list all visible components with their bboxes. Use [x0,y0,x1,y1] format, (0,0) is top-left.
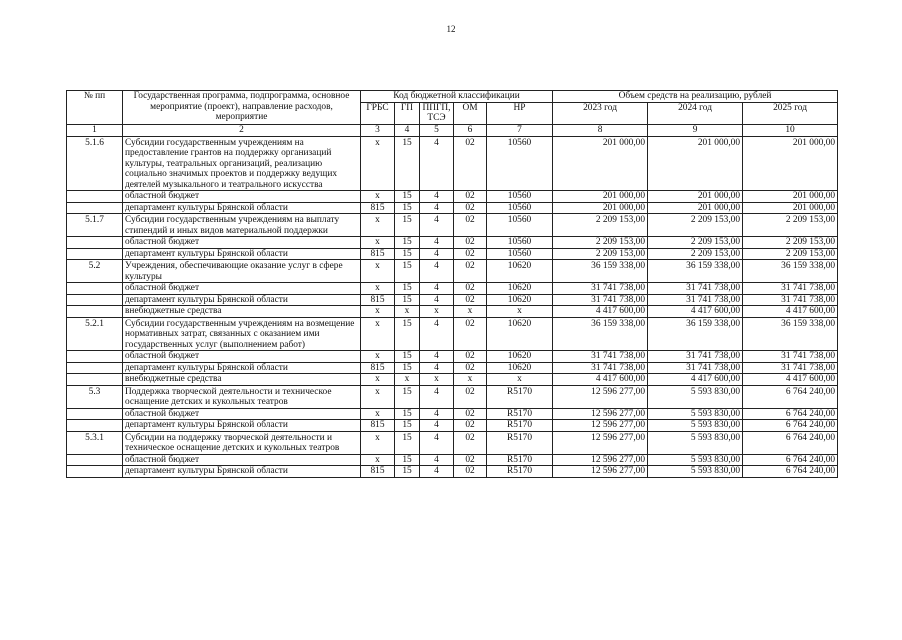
row-number [67,420,123,432]
row-description: департамент культуры Брянской области [123,202,361,214]
row-amount-2023: 12 596 277,00 [553,454,648,466]
column-number-row [67,124,838,136]
row-number [67,283,123,295]
row-description: департамент культуры Брянской области [123,466,361,478]
row-amount-2023: 12 596 277,00 [553,408,648,420]
row-om: 02 [454,454,487,466]
row-number [67,237,123,249]
table-row [67,374,838,386]
row-amount-2025: 201 000,00 [743,136,838,191]
table-row [67,237,838,249]
row-amount-2023: 201 000,00 [553,191,648,203]
row-amount-2024: 31 741 738,00 [648,351,743,363]
table-row [67,294,838,306]
row-gp: 15 [395,385,420,408]
row-gp: х [395,374,420,386]
row-amount-2024: 2 209 153,00 [648,214,743,237]
table-row [67,202,838,214]
row-amount-2025: 4 417 600,00 [743,306,838,318]
row-description: департамент культуры Брянской области [123,362,361,374]
row-amount-2023: 31 741 738,00 [553,294,648,306]
header-code-group: Код бюджетной классификации [361,91,553,103]
row-gp: 15 [395,351,420,363]
row-description: Субсидии государственным учреждениям на возмещение нормативных затрат, связанных с оказанием ими государственных услуг (выполнением работ) [123,317,361,351]
table-row [67,136,838,191]
budget-table [66,90,838,478]
row-ppgp: 4 [420,408,454,420]
row-amount-2025: 6 764 240,00 [743,420,838,432]
row-grbs: х [361,191,395,203]
row-nr: R5170 [487,420,553,432]
row-nr: R5170 [487,408,553,420]
row-amount-2024: 31 741 738,00 [648,362,743,374]
header-ppgp: ППГП, ТСЭ [420,102,454,124]
row-description: областной бюджет [123,283,361,295]
row-amount-2025: 6 764 240,00 [743,466,838,478]
row-om: 02 [454,420,487,432]
row-gp: 15 [395,454,420,466]
row-amount-2024: 5 593 830,00 [648,420,743,432]
row-amount-2025: 201 000,00 [743,202,838,214]
row-nr: R5170 [487,466,553,478]
row-number [67,306,123,318]
row-grbs: х [361,351,395,363]
row-amount-2023: 12 596 277,00 [553,420,648,432]
row-grbs: х [361,237,395,249]
row-number: 5.3.1 [67,431,123,454]
row-amount-2025: 31 741 738,00 [743,351,838,363]
row-amount-2024: 201 000,00 [648,136,743,191]
row-amount-2025: 6 764 240,00 [743,408,838,420]
row-number: 5.2 [67,260,123,283]
row-gp: 15 [395,283,420,295]
table-row [67,214,838,237]
row-amount-2023: 201 000,00 [553,202,648,214]
header-num: № пп [67,91,123,125]
row-number [67,294,123,306]
row-amount-2024: 31 741 738,00 [648,283,743,295]
row-amount-2025: 31 741 738,00 [743,283,838,295]
row-grbs: х [361,454,395,466]
row-grbs: 815 [361,202,395,214]
row-nr: 10560 [487,136,553,191]
row-gp: 15 [395,362,420,374]
row-number [67,408,123,420]
col-number: 3 [361,124,395,136]
row-nr: 10560 [487,237,553,249]
row-description: Субсидии государственным учреждениям на выплату стипендий и иных видов материальной поддержки [123,214,361,237]
row-amount-2025: 201 000,00 [743,191,838,203]
row-amount-2024: 201 000,00 [648,202,743,214]
table-row [67,466,838,478]
row-amount-2025: 31 741 738,00 [743,362,838,374]
row-ppgp: 4 [420,214,454,237]
row-grbs: х [361,306,395,318]
row-nr: 10560 [487,214,553,237]
row-gp: х [395,306,420,318]
row-nr: R5170 [487,454,553,466]
table-row [67,317,838,351]
row-description: областной бюджет [123,237,361,249]
table-row [67,260,838,283]
row-amount-2025: 36 159 338,00 [743,317,838,351]
table-row [67,385,838,408]
row-grbs: 815 [361,362,395,374]
row-ppgp: 4 [420,362,454,374]
row-ppgp: 4 [420,294,454,306]
row-amount-2024: 5 593 830,00 [648,431,743,454]
row-ppgp: 4 [420,248,454,260]
header-gp: ГП [395,102,420,124]
row-om: 02 [454,431,487,454]
row-amount-2025: 2 209 153,00 [743,248,838,260]
row-amount-2023: 201 000,00 [553,136,648,191]
table-row [67,431,838,454]
row-gp: 15 [395,248,420,260]
row-amount-2023: 4 417 600,00 [553,374,648,386]
table-row [67,248,838,260]
row-gp: 15 [395,136,420,191]
row-om: 02 [454,260,487,283]
row-ppgp: 4 [420,136,454,191]
col-number: 1 [67,124,123,136]
row-amount-2024: 201 000,00 [648,191,743,203]
row-amount-2023: 31 741 738,00 [553,362,648,374]
row-amount-2023: 31 741 738,00 [553,283,648,295]
header-row-1 [67,91,838,103]
row-om: 02 [454,294,487,306]
row-amount-2025: 36 159 338,00 [743,260,838,283]
row-amount-2024: 36 159 338,00 [648,317,743,351]
row-gp: 15 [395,214,420,237]
row-amount-2024: 5 593 830,00 [648,385,743,408]
row-number [67,351,123,363]
row-gp: 15 [395,466,420,478]
row-om: 02 [454,237,487,249]
row-number: 5.2.1 [67,317,123,351]
row-ppgp: х [420,306,454,318]
row-nr: 10620 [487,351,553,363]
row-amount-2024: 31 741 738,00 [648,294,743,306]
table-row [67,408,838,420]
col-number: 8 [553,124,648,136]
row-number: 5.1.6 [67,136,123,191]
row-description: внебюджетные средства [123,306,361,318]
header-amount-group: Объем средств на реализацию, рублей [553,91,838,103]
row-amount-2023: 12 596 277,00 [553,431,648,454]
row-amount-2023: 4 417 600,00 [553,306,648,318]
row-description: областной бюджет [123,351,361,363]
header-2024: 2024 год [648,102,743,124]
row-amount-2025: 31 741 738,00 [743,294,838,306]
row-amount-2023: 36 159 338,00 [553,260,648,283]
row-grbs: х [361,136,395,191]
row-grbs: х [361,408,395,420]
row-amount-2025: 4 417 600,00 [743,374,838,386]
row-gp: 15 [395,431,420,454]
row-nr: R5170 [487,431,553,454]
table-row [67,362,838,374]
page-number: 12 [446,24,456,34]
row-grbs: х [361,374,395,386]
row-amount-2024: 4 417 600,00 [648,374,743,386]
row-om: 02 [454,317,487,351]
row-om: 02 [454,191,487,203]
row-gp: 15 [395,420,420,432]
row-amount-2024: 5 593 830,00 [648,408,743,420]
row-grbs: х [361,214,395,237]
row-description: департамент культуры Брянской области [123,294,361,306]
row-gp: 15 [395,408,420,420]
row-number [67,374,123,386]
row-grbs: 815 [361,420,395,432]
row-om: 02 [454,385,487,408]
row-amount-2025: 2 209 153,00 [743,237,838,249]
row-grbs: 815 [361,248,395,260]
row-grbs: х [361,431,395,454]
row-number: 5.3 [67,385,123,408]
row-nr: 10620 [487,294,553,306]
row-ppgp: 4 [420,466,454,478]
row-nr: 10560 [487,191,553,203]
row-amount-2024: 36 159 338,00 [648,260,743,283]
row-amount-2023: 12 596 277,00 [553,385,648,408]
row-amount-2024: 2 209 153,00 [648,237,743,249]
row-om: 02 [454,136,487,191]
row-amount-2023: 12 596 277,00 [553,466,648,478]
row-nr: 10620 [487,283,553,295]
row-om: 02 [454,214,487,237]
row-grbs: х [361,385,395,408]
row-amount-2023: 31 741 738,00 [553,351,648,363]
row-gp: 15 [395,202,420,214]
row-ppgp: 4 [420,351,454,363]
row-description: Субсидии на поддержку творческой деятельности и техническое оснащение детских и кукольных театров [123,431,361,454]
row-amount-2025: 6 764 240,00 [743,431,838,454]
header-2023: 2023 год [553,102,648,124]
row-ppgp: 4 [420,260,454,283]
row-number [67,454,123,466]
row-amount-2023: 2 209 153,00 [553,248,648,260]
row-nr: R5170 [487,385,553,408]
row-grbs: х [361,260,395,283]
row-om: 02 [454,351,487,363]
row-amount-2025: 6 764 240,00 [743,385,838,408]
header-nr: НР [487,102,553,124]
row-number [67,202,123,214]
col-number: 6 [454,124,487,136]
header-om: ОМ [454,102,487,124]
row-om: х [454,306,487,318]
row-ppgp: х [420,374,454,386]
row-amount-2024: 5 593 830,00 [648,466,743,478]
row-ppgp: 4 [420,431,454,454]
row-nr: 10560 [487,202,553,214]
row-description: областной бюджет [123,191,361,203]
row-description: департамент культуры Брянской области [123,248,361,260]
row-number: 5.1.7 [67,214,123,237]
row-ppgp: 4 [420,283,454,295]
row-nr: 10620 [487,317,553,351]
row-description: областной бюджет [123,454,361,466]
table-row [67,420,838,432]
table-row [67,191,838,203]
row-grbs: х [361,317,395,351]
row-om: 02 [454,248,487,260]
row-amount-2023: 2 209 153,00 [553,214,648,237]
header-program: Государственная программа, подпрограмма, основное мероприятие (проект), направление расходов, мероприятие [123,91,361,125]
row-gp: 15 [395,317,420,351]
row-ppgp: 4 [420,202,454,214]
header-grbs: ГРБС [361,102,395,124]
row-description: Субсидии государственным учреждениям на предоставление грантов на поддержку организаций культуры, театральных организаций, реализацию социально значимых проектов и поддержку ведущих деятелей музыкального и театрального искусства [123,136,361,191]
row-grbs: 815 [361,294,395,306]
row-ppgp: 4 [420,237,454,249]
row-om: 02 [454,362,487,374]
col-number: 4 [395,124,420,136]
col-number: 9 [648,124,743,136]
row-number [67,466,123,478]
row-nr: 10560 [487,248,553,260]
row-om: 02 [454,408,487,420]
row-gp: 15 [395,294,420,306]
row-ppgp: 4 [420,420,454,432]
row-amount-2025: 2 209 153,00 [743,214,838,237]
row-om: х [454,374,487,386]
row-description: Поддержка творческой деятельности и техническое оснащение детских и кукольных театров [123,385,361,408]
col-number: 5 [420,124,454,136]
row-description: Учреждения, обеспечивающие оказание услуг в сфере культуры [123,260,361,283]
table-row [67,454,838,466]
table-row [67,351,838,363]
row-ppgp: 4 [420,317,454,351]
row-amount-2024: 4 417 600,00 [648,306,743,318]
row-nr: х [487,374,553,386]
row-amount-2023: 36 159 338,00 [553,317,648,351]
row-amount-2025: 6 764 240,00 [743,454,838,466]
table-row [67,306,838,318]
col-number: 7 [487,124,553,136]
row-number [67,191,123,203]
row-ppgp: 4 [420,454,454,466]
table-body [67,136,838,477]
col-number: 2 [123,124,361,136]
row-gp: 15 [395,260,420,283]
row-nr: х [487,306,553,318]
row-number [67,248,123,260]
row-nr: 10620 [487,362,553,374]
table-row [67,283,838,295]
row-ppgp: 4 [420,385,454,408]
row-grbs: х [361,283,395,295]
row-ppgp: 4 [420,191,454,203]
row-amount-2024: 2 209 153,00 [648,248,743,260]
row-om: 02 [454,283,487,295]
row-om: 02 [454,202,487,214]
row-amount-2023: 2 209 153,00 [553,237,648,249]
row-number [67,362,123,374]
row-om: 02 [454,466,487,478]
row-description: департамент культуры Брянской области [123,420,361,432]
row-gp: 15 [395,237,420,249]
row-description: областной бюджет [123,408,361,420]
header-2025: 2025 год [743,102,838,124]
row-amount-2024: 5 593 830,00 [648,454,743,466]
col-number: 10 [743,124,838,136]
row-gp: 15 [395,191,420,203]
row-nr: 10620 [487,260,553,283]
row-grbs: 815 [361,466,395,478]
row-description: внебюджетные средства [123,374,361,386]
